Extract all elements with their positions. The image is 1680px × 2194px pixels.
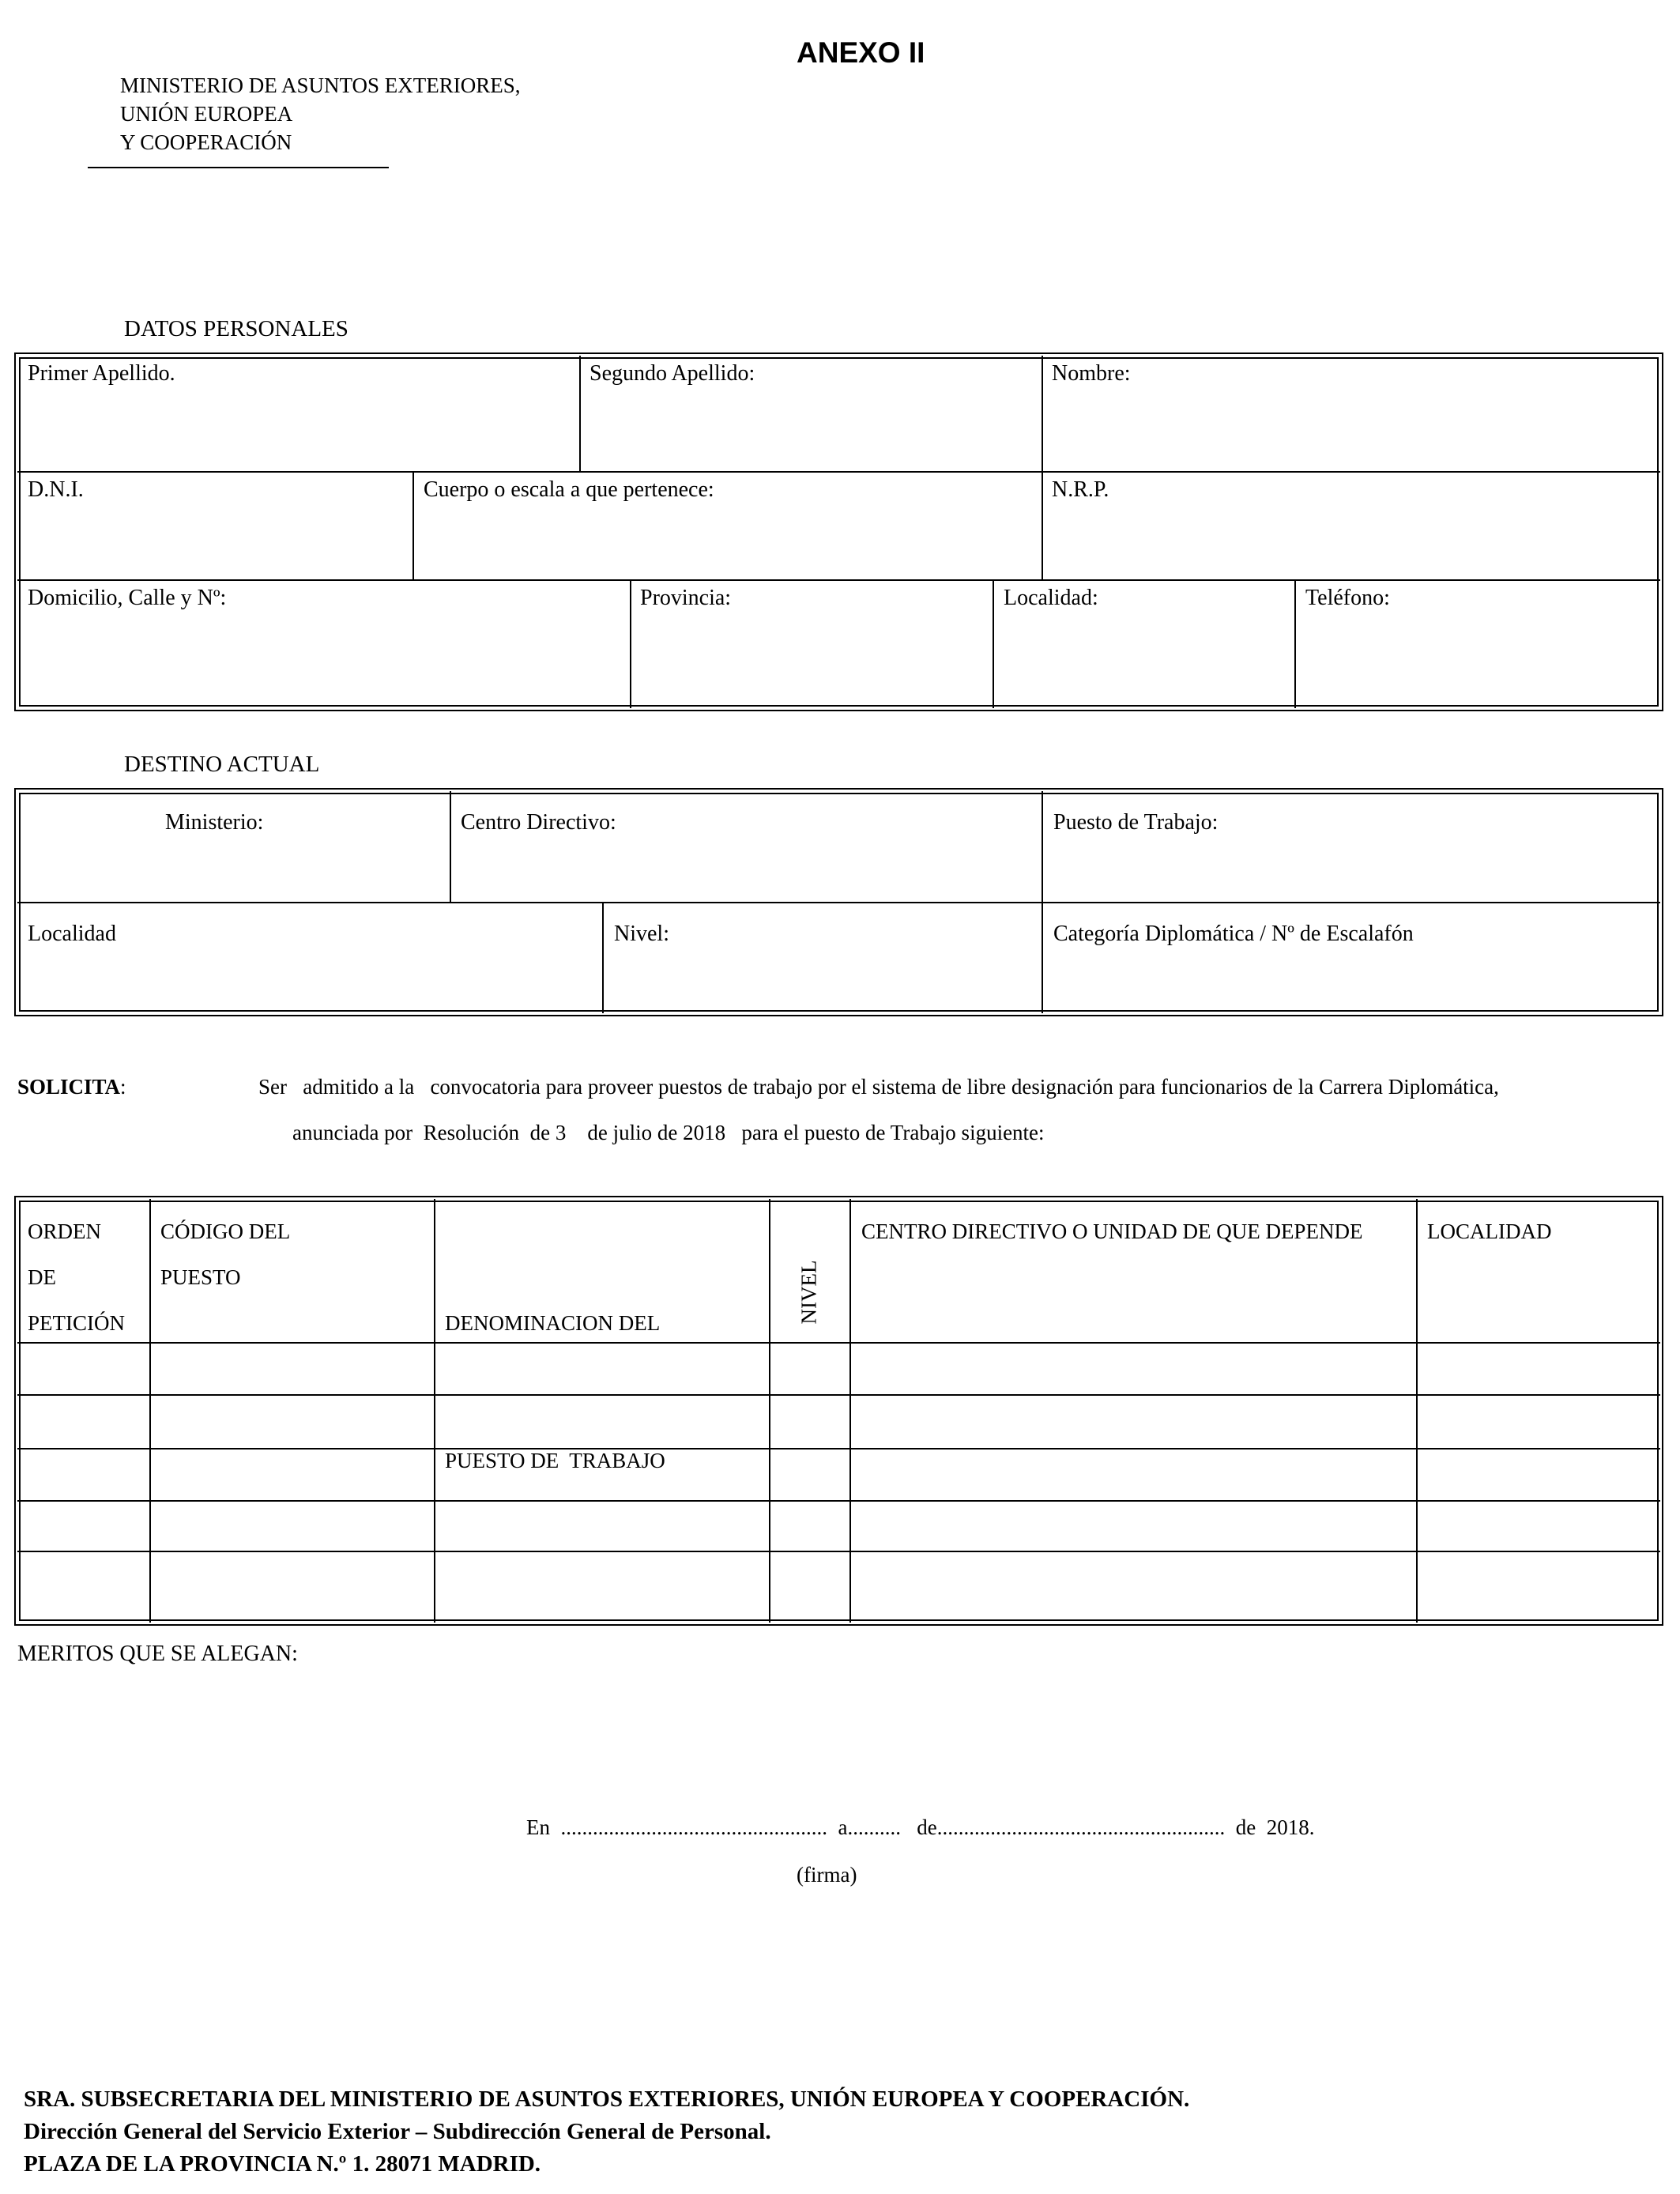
table-col-divider (149, 1199, 151, 1623)
header-codigo-line-2: PUESTO (160, 1265, 241, 1289)
header-codigo-puesto (160, 1208, 290, 1300)
dni-field[interactable]: D.N.I. (28, 477, 84, 502)
header-denominacion-line-1: DENOMINACION DEL (445, 1311, 661, 1335)
page-title: ANEXO II (797, 36, 925, 69)
da-row-divider (17, 902, 1660, 903)
header-centro-directivo: CENTRO DIRECTIVO O UNIDAD DE QUE DEPENDE (861, 1220, 1363, 1243)
table-col-divider (769, 1199, 770, 1623)
categoria-diplomatica-field[interactable]: Categoría Diplomática / Nº de Escalafón (1053, 922, 1414, 946)
header-denominacion (445, 1208, 665, 1529)
puesto-trabajo-field[interactable]: Puesto de Trabajo: (1053, 810, 1219, 835)
header-nivel: NIVEL (797, 1260, 821, 1325)
da-col-divider (602, 903, 604, 1013)
nrp-field[interactable]: N.R.P. (1052, 477, 1109, 502)
provincia-field[interactable]: Provincia: (640, 586, 732, 610)
dp-row-divider-2 (17, 579, 1660, 581)
nivel-field[interactable]: Nivel: (614, 922, 669, 946)
header-orden-line-3: PETICIÓN (28, 1311, 125, 1335)
datos-personales-inner-frame (19, 357, 1659, 707)
footer-direccion: Dirección General del Servicio Exterior – Subdirección General de Personal. (24, 2119, 771, 2144)
ministry-name (120, 71, 521, 156)
ministry-line-2: UNIÓN EUROPEA (120, 102, 293, 126)
header-codigo-line-1: CÓDIGO DEL (160, 1220, 291, 1243)
dp-col-divider (993, 581, 994, 708)
da-col-divider (1042, 903, 1043, 1013)
table-row-divider (17, 1342, 1660, 1344)
solicita-label-text: SOLICITA (17, 1075, 121, 1099)
footer-addressee: SRA. SUBSECRETARIA DEL MINISTERIO DE ASUNTOS EXTERIORES, UNIÓN EUROPEA Y COOPERACIÓN. (24, 2087, 1190, 2112)
ministry-underline (88, 167, 389, 168)
header-localidad: LOCALIDAD (1427, 1220, 1552, 1243)
header-orden-line-1: ORDEN (28, 1220, 101, 1243)
segundo-apellido-field[interactable]: Segundo Apellido: (590, 361, 755, 386)
datos-personales-heading: DATOS PERSONALES (124, 316, 348, 341)
table-row-divider (17, 1448, 1660, 1449)
dp-col-divider (412, 473, 414, 579)
table-col-divider (849, 1199, 851, 1623)
footer-address: PLAZA DE LA PROVINCIA N.º 1. 28071 MADRID. (24, 2151, 541, 2177)
dp-col-divider (579, 356, 581, 471)
primer-apellido-field[interactable]: Primer Apellido. (28, 361, 175, 386)
solicita-line-2: anunciada por Resolución de 3 de julio de 2018 para el puesto de Trabajo siguiente: (292, 1121, 1045, 1144)
table-row-divider (17, 1551, 1660, 1552)
dp-col-divider (630, 581, 631, 708)
da-col-divider (450, 791, 451, 902)
dp-col-divider (1042, 473, 1043, 579)
table-col-divider (434, 1199, 435, 1623)
solicita-line-1: Ser admitido a la convocatoria para proveer puestos de trabajo por el sistema de libre designación para funcionarios de la Carrera Diplomática, (258, 1075, 1499, 1099)
centro-directivo-field[interactable]: Centro Directivo: (461, 810, 616, 835)
ministerio-field[interactable]: Ministerio: (165, 810, 264, 835)
solicita-label-colon: : (120, 1075, 126, 1099)
cuerpo-escala-field[interactable]: Cuerpo o escala a que pertenece: (424, 477, 714, 502)
localidad-field[interactable]: Localidad: (1004, 586, 1098, 610)
table-row-divider (17, 1500, 1660, 1502)
header-denominacion-line-2: PUESTO DE TRABAJO (445, 1449, 665, 1472)
ministry-line-1: MINISTERIO DE ASUNTOS EXTERIORES, (120, 74, 521, 97)
datos-personales-form (14, 352, 1663, 711)
destino-actual-heading: DESTINO ACTUAL (124, 752, 320, 777)
dp-row-divider-1 (17, 471, 1660, 473)
firma-label: (firma) (797, 1863, 857, 1887)
dp-col-divider (1294, 581, 1296, 708)
table-row-divider (17, 1394, 1660, 1396)
domicilio-field[interactable]: Domicilio, Calle y Nº: (28, 586, 227, 610)
ministry-line-3: Y COOPERACIÓN (120, 130, 292, 154)
telefono-field[interactable]: Teléfono: (1305, 586, 1390, 610)
destino-localidad-field[interactable]: Localidad (28, 922, 116, 946)
nombre-field[interactable]: Nombre: (1052, 361, 1131, 386)
table-col-divider (1416, 1199, 1418, 1623)
dp-col-divider (1042, 356, 1043, 471)
header-orden-line-2: DE (28, 1265, 56, 1289)
meritos-label: MERITOS QUE SE ALEGAN: (17, 1642, 298, 1666)
solicita-label (17, 1075, 126, 1099)
signature-place-date-line[interactable]: En .................................................. a.......... de...................................................... de 2018. (526, 1815, 1315, 1839)
da-col-divider (1042, 791, 1043, 902)
header-orden-peticion (28, 1208, 125, 1346)
